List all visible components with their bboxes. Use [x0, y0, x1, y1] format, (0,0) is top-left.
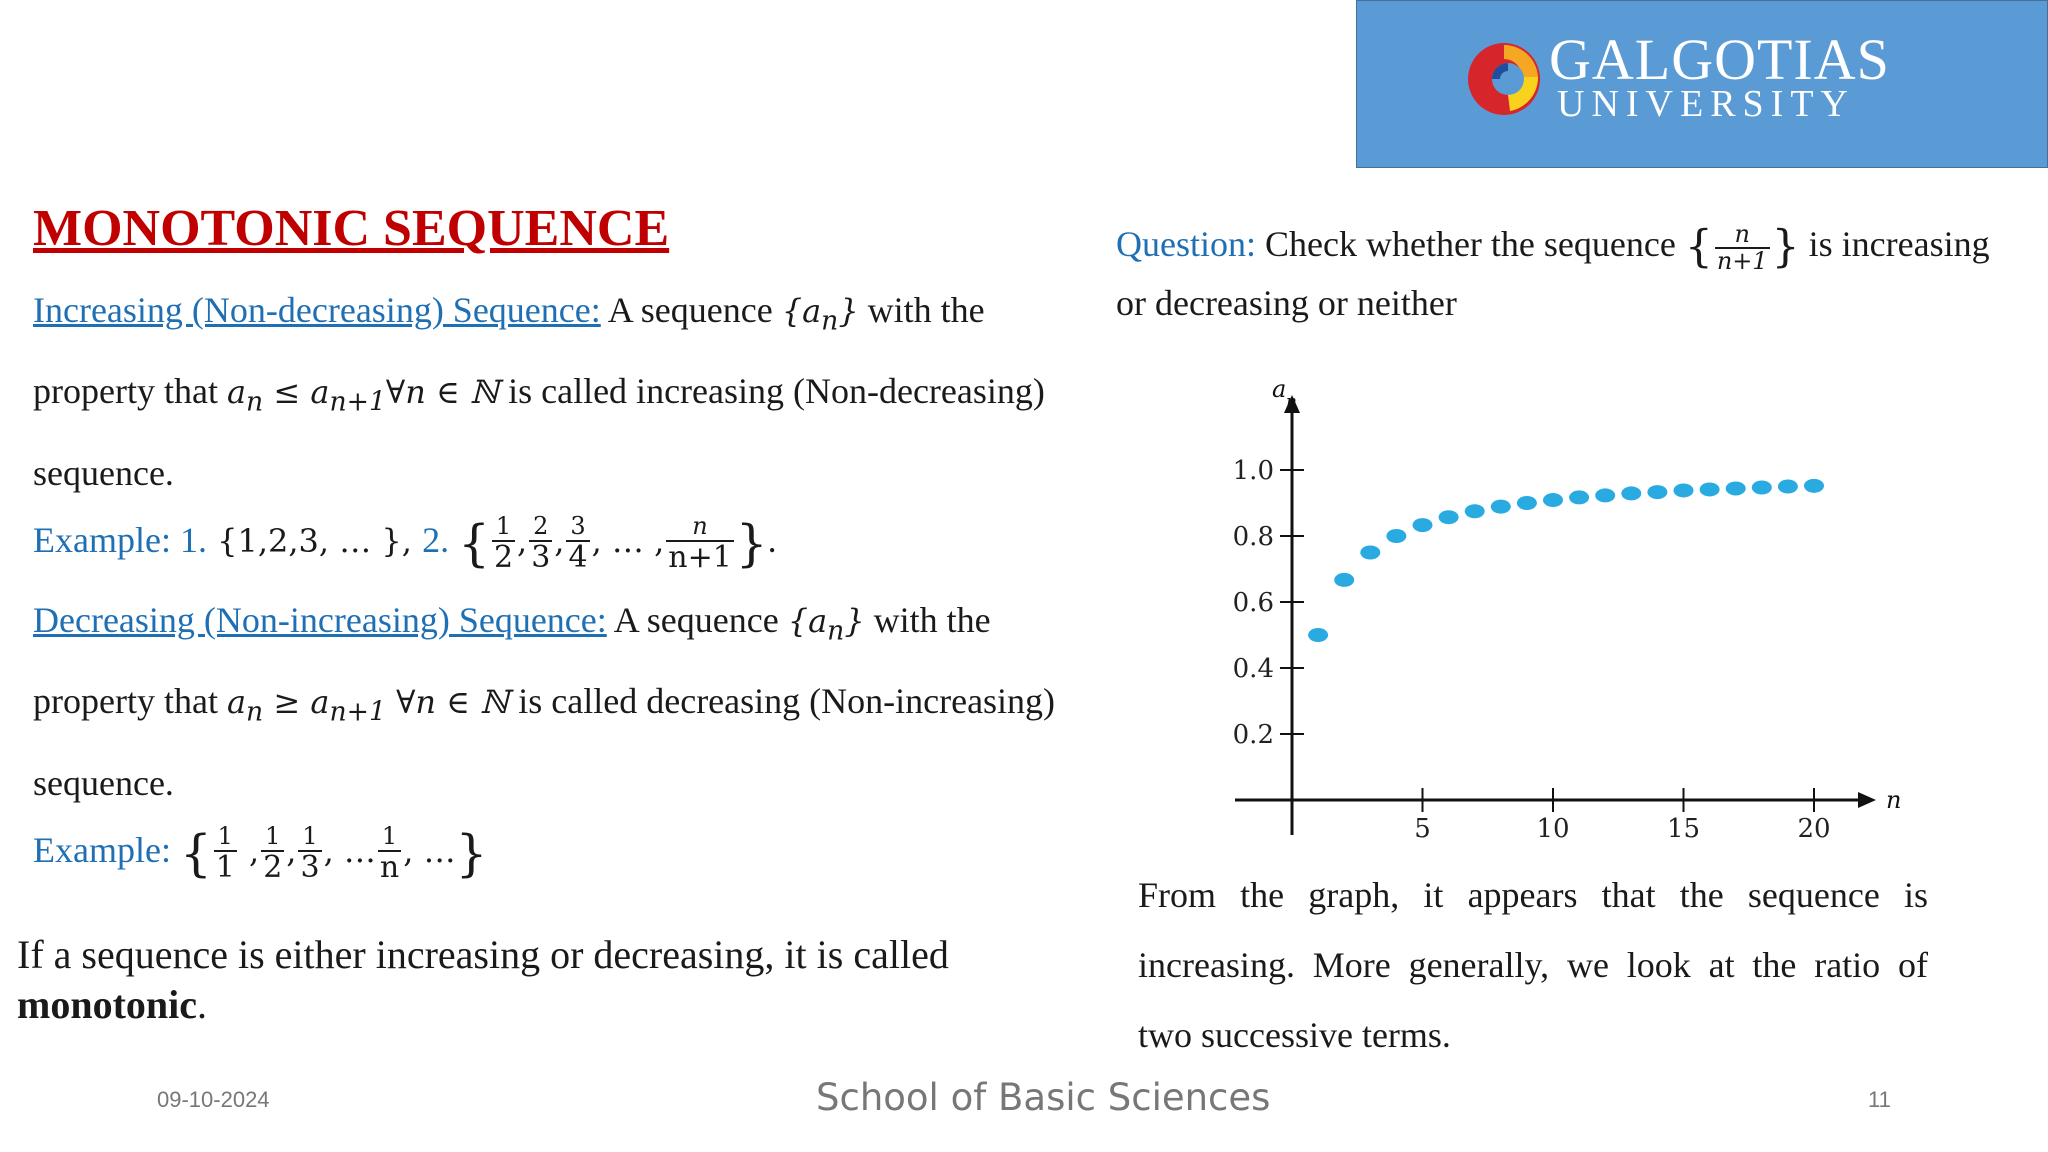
footer-date: 09-10-2024	[157, 1087, 270, 1112]
example-1	[33, 505, 1123, 576]
x-tick-label: 20	[1797, 814, 1831, 844]
decreasing-line2-rest: is called decreasing (Non-increasing)	[509, 681, 1056, 722]
increasing-text-a: A sequence	[600, 290, 782, 330]
example1-end: .	[767, 520, 777, 560]
data-point	[1439, 510, 1459, 524]
decreasing-line-3: sequence.	[33, 762, 174, 803]
example-2	[33, 815, 1123, 886]
data-point	[1700, 482, 1720, 496]
data-point	[1647, 485, 1667, 499]
x-tick-label: 15	[1666, 814, 1701, 844]
data-point	[1752, 480, 1772, 494]
increasing-line-2	[33, 356, 1123, 437]
increasing-line2-rest: is called increasing (Non-decreasing)	[499, 371, 1045, 412]
data-point	[1595, 488, 1615, 502]
x-axis-arrow	[1858, 792, 1876, 808]
monotonic-statement	[17, 930, 1117, 1030]
data-point	[1804, 479, 1824, 493]
example1-number-1: 1.	[179, 520, 207, 560]
conclusion-line-2: increasing. More generally, we look at the ratio of	[1138, 945, 1928, 985]
conclusion-line-3: two successive terms.	[1138, 1015, 1451, 1055]
increasing-text-b: with the	[858, 290, 985, 330]
example2-sequence: { $\frac{1}{1}$ , $\frac{1}{2}$ , $\frac{1}{3}$ , … $\frac{1}{n}$ , …}	[179, 822, 488, 885]
x-tick-label: 5	[1414, 814, 1431, 844]
data-point	[1778, 480, 1798, 494]
decreasing-line2-a: property that	[33, 681, 227, 722]
data-point	[1543, 493, 1563, 507]
question-sequence: { $\frac{n}{n+1}$ }	[1684, 219, 1800, 275]
data-point	[1334, 573, 1354, 587]
y-tick-label: 0.8	[1232, 522, 1274, 552]
decreasing-definition	[33, 585, 1133, 818]
set-open: {a	[781, 292, 822, 330]
monotonic-end: .	[197, 982, 207, 1027]
increasing-line-1	[33, 275, 1123, 356]
y-tick-label: 0.2	[1232, 720, 1274, 750]
university-logo-banner	[1356, 0, 2048, 168]
conclusion-line-1: From the graph, it appears that the sequence is	[1138, 875, 1928, 915]
page-title: MONOTONIC SEQUENCE	[33, 200, 670, 257]
y-tick-label: 0.4	[1232, 654, 1274, 684]
question-label: Question:	[1116, 224, 1256, 264]
increasing-line-3: sequence.	[33, 452, 174, 493]
y-tick-label: 1.0	[1232, 456, 1274, 486]
sequence-scatter-chart	[1190, 375, 1960, 855]
data-point	[1726, 481, 1746, 495]
footer-school: School of Basic Sciences	[816, 1076, 1271, 1119]
decreasing-inequality: $a_n \ge a_{n+1}$ ∀n ∈ ℕ	[226, 683, 510, 728]
increasing-line2-a: property that	[33, 371, 227, 412]
x-tick-label: 10	[1536, 814, 1570, 844]
question-line-2: or decreasing or neither	[1116, 282, 1457, 323]
data-point	[1413, 518, 1433, 532]
increasing-set-notation	[781, 292, 859, 337]
swirl-logo-icon	[1464, 37, 1544, 117]
example1-sequence-1: {1,2,3, … },	[206, 522, 423, 560]
data-point	[1308, 628, 1328, 642]
question-text-b: is increasing	[1799, 224, 1990, 264]
increasing-inequality: $a_n$ ≤ $a_{n+1}\forall n$ ∈ ℕ	[226, 373, 500, 418]
monotonic-text: If a sequence is either increasing or decreasing, it is called	[17, 932, 949, 977]
logo-name: GALGOTIAS	[1549, 27, 1890, 92]
increasing-definition	[33, 275, 1123, 508]
data-point	[1465, 504, 1485, 518]
data-point	[1360, 546, 1380, 560]
data-point	[1386, 529, 1406, 543]
question-block	[1116, 215, 2016, 332]
footer-page-number: 11	[1868, 1087, 1891, 1112]
example1-sequence-2: { $\frac{1}{2}$ , $\frac{2}{3}$ , $\frac{3}{4}$ , … , $\frac{n}{n+1}$ }	[458, 512, 768, 575]
data-point	[1569, 490, 1589, 504]
question-line-1	[1116, 215, 2016, 274]
x-axis-label: n	[1886, 786, 1902, 814]
logo-subtitle: UNIVERSITY	[1557, 83, 1855, 125]
y-axis-label: a	[1272, 375, 1287, 403]
y-axis-label-subscript: n	[1286, 392, 1297, 412]
example1-number-2: 2.	[422, 520, 450, 560]
data-point	[1517, 496, 1537, 510]
decreasing-line-1	[33, 585, 1133, 666]
set-subscript: n	[821, 305, 839, 337]
conclusion-text	[1138, 860, 1928, 1070]
data-point	[1674, 483, 1694, 497]
decreasing-set-notation: $\{a_n\}$	[787, 602, 865, 647]
question-text-a: Check whether the sequence	[1256, 224, 1685, 264]
monotonic-bold-term: monotonic	[17, 982, 197, 1027]
decreasing-text-a: A sequence	[606, 600, 788, 640]
y-tick-label: 0.6	[1232, 588, 1274, 618]
data-point	[1621, 486, 1641, 500]
example1-label: Example:	[33, 520, 180, 560]
decreasing-text-b: with the	[864, 600, 991, 640]
data-point	[1491, 500, 1511, 514]
decreasing-line-2	[33, 666, 1133, 747]
set-close: }	[838, 292, 859, 330]
example2-label: Example:	[33, 830, 180, 870]
decreasing-heading-link[interactable]: Decreasing (Non-increasing) Sequence:	[33, 600, 607, 640]
increasing-heading-link[interactable]: Increasing (Non-decreasing) Sequence:	[33, 290, 601, 330]
